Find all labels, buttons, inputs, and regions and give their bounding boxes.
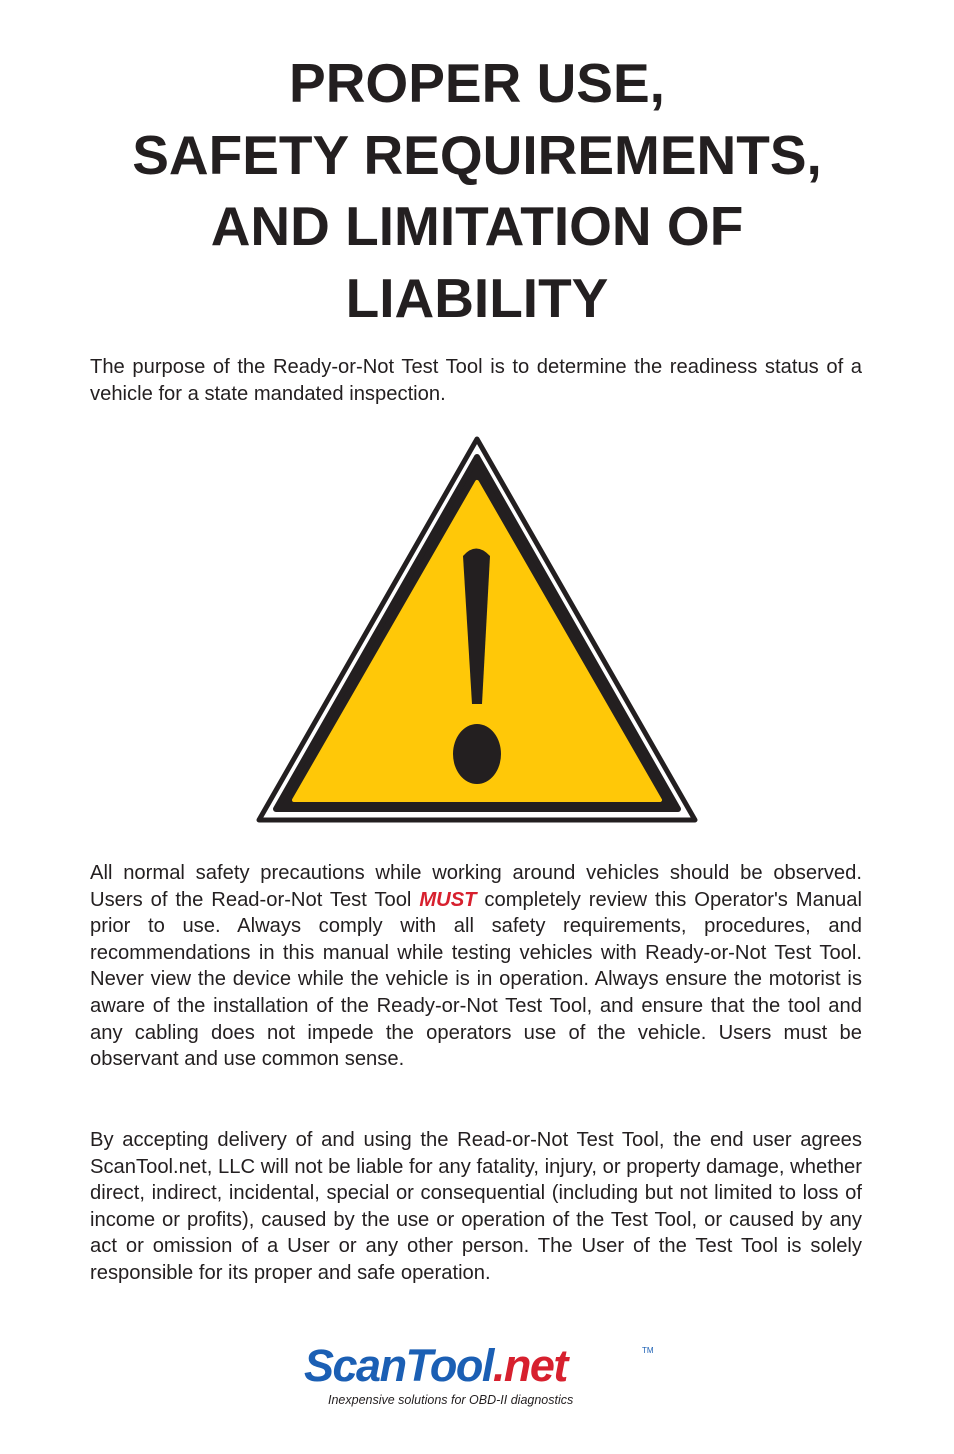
- logo-scantool-text: ScanTool: [304, 1340, 493, 1391]
- exclamation-warning-triangle-icon: [256, 436, 698, 824]
- safety-text-after: completely review this Operator's Manual prior to use. Always comply with all safety requirements, procedures, and recommendations in this manual while testing vehicles with Ready-or-Not Test Tool. Never view the device while the vehicle is in operation. Always ensure the motorist is aware of the installation of the Ready-or-Not Test Tool, and ensure that the tool and any cabling does not impede the operators use of the vehicle. Users must be observant and use common sense.: [90, 888, 862, 1071]
- intro-paragraph: The purpose of the Ready-or-Not Test Tool is to determine the readiness status of a vehicle for a state mandated inspection.: [90, 356, 862, 405]
- logo-tagline: Inexpensive solutions for OBD-II diagnostics: [328, 1393, 574, 1407]
- title-line-2: SAFETY REQUIREMENTS,: [132, 123, 822, 186]
- logo-wordmark: [304, 1340, 567, 1392]
- title-line-3: AND LIMITATION OF: [210, 195, 744, 257]
- title-line-4: LIABILITY: [345, 266, 609, 329]
- logo-net-text: .net: [492, 1340, 567, 1391]
- liability-paragraph: By accepting delivery of and using the Read-or-Not Test Tool, the end user agrees ScanTool.net, LLC will not be liable for any fatality, injury, or property damage, whether direct, indirect, incidental, special or consequential (including but not limited to loss of income or profits), caused by the use or operation of the Test Tool, or caused by any act or omission of a User or any other person. The User of the Test Tool is solely responsible for its proper and safe operation.: [90, 1129, 862, 1284]
- scantool-logo: [300, 1340, 660, 1415]
- logo-trademark: TM: [642, 1346, 654, 1355]
- safety-text-before: All normal safety precautions while working around vehicles should be observed. Users of the Read-or-Not Test Tool: [90, 862, 862, 911]
- must-emphasis: MUST: [419, 888, 477, 911]
- safety-paragraph: [90, 860, 862, 1073]
- title-line-1: PROPER USE,: [289, 52, 665, 114]
- page-title: [60, 48, 894, 334]
